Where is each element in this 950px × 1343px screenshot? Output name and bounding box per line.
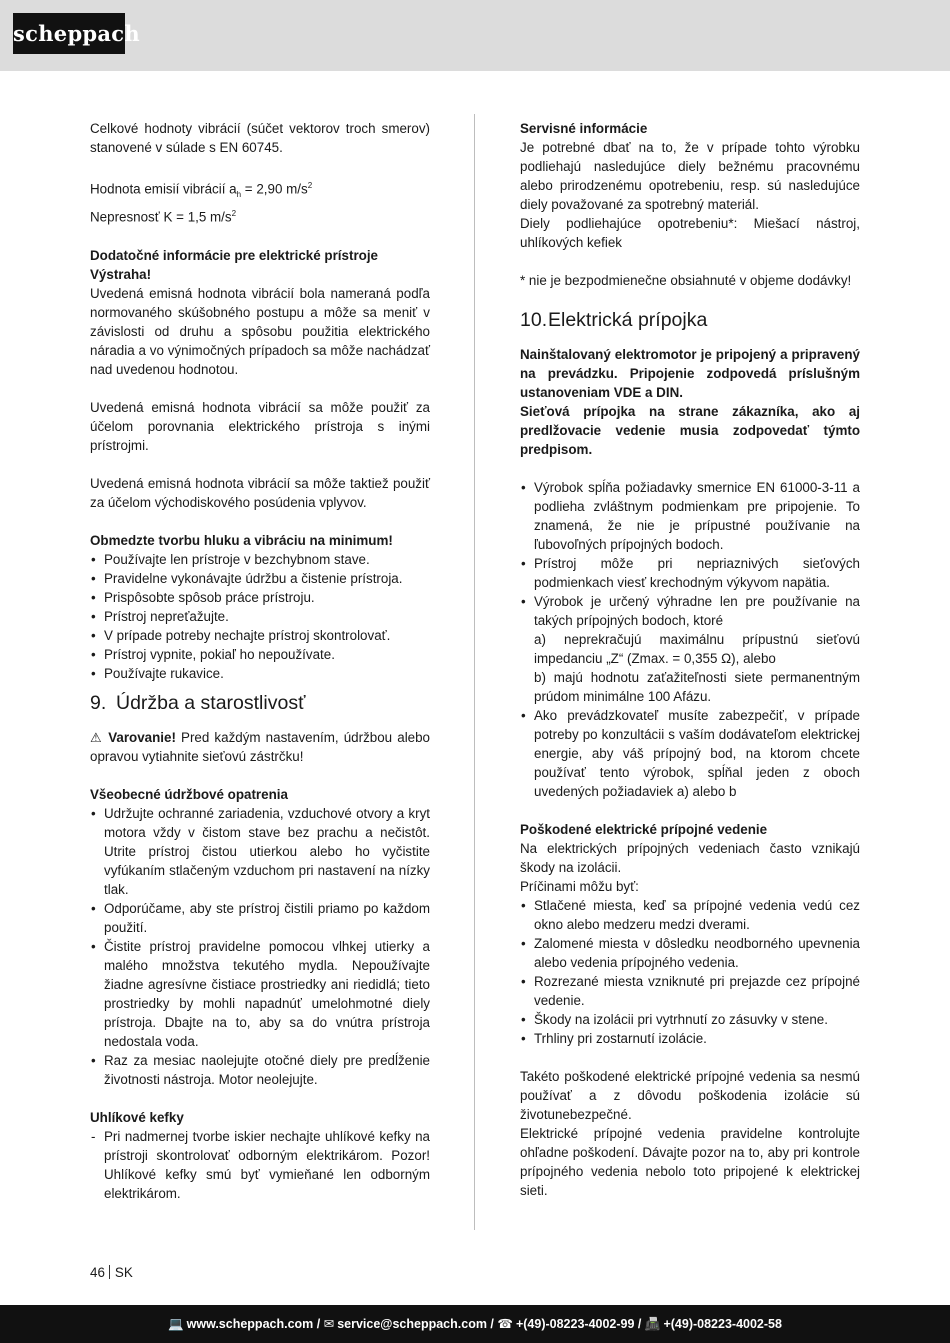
connection-requirements-list bbox=[520, 478, 860, 801]
damaged-cable-warning: Takéto poškodené elektrické prípojné vedenia sa nesmú používať a z dôvodu poškodenia izolácie sú životunebezpečné. bbox=[520, 1069, 860, 1122]
list-item: • Prispôsobte spôsob práce prístroju. bbox=[90, 588, 430, 607]
list-item: • Používajte rukavice. bbox=[90, 664, 430, 683]
list-item: • Odporúčame, aby ste prístroj čistili priamo po každom použití. bbox=[90, 899, 430, 937]
warning-triangle-icon: ⚠ bbox=[90, 729, 104, 745]
limit-noise-list bbox=[90, 550, 430, 683]
list-item: • Udržujte ochranné zariadenia, vzduchové otvory a kryt motora vždy v čistom stave bez prachu a nečistôt. Utrite prístroj čistou utierkou alebo ho vyčistite vyfúkaním stlačeným vzduchom pri nastavení na nízky tlak. bbox=[90, 804, 430, 899]
list-item: • Prístroj vypnite, pokiaľ ho nepoužívate. bbox=[90, 645, 430, 664]
assessment-note-text: Uvedená emisná hodnota vibrácií sa môže taktiež použiť za účelom východiskového posúdenia vplyvov. bbox=[90, 475, 430, 510]
email-link[interactable]: service@scheppach.com bbox=[337, 1317, 487, 1331]
causes-label: Príčinami môžu byť: bbox=[520, 879, 639, 894]
page-number: 46 SK bbox=[90, 1265, 133, 1280]
right-column bbox=[520, 119, 860, 1200]
wear-parts-text: Diely podliehajúce opotrebeniu*: Miešací nástroj, uhlíkových kefiek bbox=[520, 216, 860, 250]
comparison-note-text: Uvedená emisná hodnota vibrácií sa môže použiť za účelom porovnania elektrického prístroja s inými prístrojmi. bbox=[90, 399, 430, 453]
emission-note-text: Uvedená emisná hodnota vibrácií bola nameraná podľa normovaného skúšobného postupu a môže sa meniť v závislosti od druhu a spôsobu použitia elektrického náradia a vo výnimočných prípadoch sa môže nachádzať nad uvedenou hodnotou. bbox=[90, 285, 430, 377]
damaged-cable-heading: Poškodené elektrické prípojné vedenie bbox=[520, 822, 768, 837]
list-item: • Rozrezané miesta vzniknuté pri prejazde cez prípojné vedenie. bbox=[520, 972, 860, 1010]
phone-icon: ☎ bbox=[497, 1317, 513, 1331]
computer-icon: 💻 bbox=[168, 1317, 184, 1331]
list-item: • Výrobok je určený výhradne len pre používanie na takých prípojných bodoch, ktoré a) neprekračujú maximálnu prípustnú sieťovú impedanciu „Z“ (Zmax. = 0,355 Ω), alebo b) majú hodnotu zaťažiteľnosti siete permanentným prúdom minimálne 100 Afázu. bbox=[520, 592, 860, 706]
fax-number: +(49)-08223-4002-58 bbox=[663, 1317, 782, 1331]
additional-info-heading: Dodatočné informácie pre elektrické prístroje bbox=[90, 247, 378, 263]
list-item: • Čistite prístroj pravidelne pomocou vlhkej utierky a malého množstva tekutého mydla. Nepoužívajte žiadne agresívne čistiace prostriedky ani riedidlá; tieto prostriedky by mohli napadnúť umelohmotné diely prístroja. Dbajte na to, aby sa do vnútra prístroja nedostala voda. bbox=[90, 937, 430, 1051]
condition-a: a) neprekračujú maximálnu prípustnú sieťovú impedanciu „Z“ (Zmax. = 0,355 Ω), alebo bbox=[534, 632, 860, 666]
cable-check-text: Elektrické prípojné vedenia pravidelne kontrolujte ohľadne poškodení. Dávajte pozor na to, aby pri kontrole prípojného vedenia nebolo toto pripojené k elektrickej sieti. bbox=[520, 1126, 860, 1198]
condition-b: b) majú hodnotu zaťažiteľnosti siete permanentným prúdom minimálne 100 Afázu. bbox=[534, 670, 860, 704]
service-info-heading: Servisné informácie bbox=[520, 121, 648, 136]
list-item: • Ako prevádzkovateľ musíte zabezpečiť, v prípade potreby po konzultácii s vaším dodávateľom elektrickej energie, aby váš prípojný bod, na ktorom chcete používať tento výrobok, spĺňal jeden z oboch uvedených požiadaviek a) alebo b bbox=[520, 706, 860, 801]
list-item: • Raz za mesiac naolejujte otočné diely pre predĺženie životnosti nástroja. Motor neolejujte. bbox=[90, 1051, 430, 1089]
warning-heading: Výstraha! bbox=[90, 266, 152, 282]
carbon-brushes-list bbox=[90, 1127, 430, 1203]
section-10-heading: 10.Elektrická prípojka bbox=[520, 309, 708, 331]
general-maintenance-list bbox=[90, 804, 430, 1089]
list-item: - Pri nadmernej tvorbe iskier nechajte uhlíkové kefky na prístroji skontrolovať odborným elektrikárom. Pozor! Uhlíkové kefky smú byť vymieňané len odborným elektrikárom. bbox=[90, 1127, 430, 1203]
left-column bbox=[90, 119, 430, 1203]
footer-bar: 💻 www.scheppach.com / ✉ service@scheppach.com / ☎ +(49)-08223-4002-99 / 📠 +(49)-08223-4002-58 bbox=[0, 1305, 950, 1343]
section-9-heading: 9. Údržba a starostlivosť bbox=[90, 691, 306, 714]
list-item: • Výrobok spĺňa požiadavky smernice EN 61000-3-11 a podlieha zvláštnym podmienkam pre pripojenie. To znamená, že nie je prípustné používanie na ľubovoľných prípojných bodoch. bbox=[520, 478, 860, 554]
connection-bold-text-1: Nainštalovaný elektromotor je pripojený a pripravený na prevádzku. Pripojenie zodpovedá príslušným ustanoveniam VDE a DIN. bbox=[520, 347, 860, 400]
list-item: • Používajte len prístroje v bezchybnom stave. bbox=[90, 550, 430, 569]
list-item: • Zalomené miesta v dôsledku neodborného upevnenia alebo vedenia prípojného vedenia. bbox=[520, 934, 860, 972]
causes-list bbox=[520, 896, 860, 1048]
column-divider bbox=[474, 114, 475, 1230]
damaged-cable-text: Na elektrických prípojných vedeniach často vznikajú škody na izolácii. bbox=[520, 841, 860, 875]
list-item: • Prístroj nepreťažujte. bbox=[90, 607, 430, 626]
list-item: • Škody na izolácii pri vytrhnutí zo zásuvky v stene. bbox=[520, 1010, 860, 1029]
uncertainty-value: Nepresnosť K = 1,5 $m/s^2$ bbox=[90, 209, 237, 225]
vibration-total-text: Celkové hodnoty vibrácií (súčet vektorov troch smerov) stanovené v súlade s EN 60745. bbox=[90, 121, 430, 155]
header-bar bbox=[0, 0, 950, 71]
website-link[interactable]: www.scheppach.com bbox=[186, 1317, 314, 1331]
service-info-text: Je potrebné dbať na to, že v prípade tohto výrobku podliehajú nasledujúce diely bežnému pracovnému alebo prirodzenému opotrebeniu, resp. sú nasledujúce diely považované za spotrebný materiál. bbox=[520, 140, 860, 212]
list-item: • Trhliny pri zostarnutí izolácie. bbox=[520, 1029, 860, 1048]
phone-number: +(49)-08223-4002-99 bbox=[515, 1317, 635, 1331]
connection-bold-text-2: Sieťová prípojka na strane zákazníka, ako aj predlžovacie vedenie musia zodpovedať týmto predpisom. bbox=[520, 404, 860, 457]
list-item: • Pravidelne vykonávajte údržbu a čistenie prístroja. bbox=[90, 569, 430, 588]
limit-noise-heading: Obmedzte tvorbu hluku a vibráciu na minimum! bbox=[90, 532, 393, 548]
brand-logo: scheppach bbox=[13, 13, 125, 54]
carbon-brushes-heading: Uhlíkové kefky bbox=[90, 1109, 184, 1125]
list-item: • Prístroj môže pri nepriaznivých sieťových podmienkach viesť krechodným výkyvom napätia. bbox=[520, 554, 860, 592]
list-item: • Stlačené miesta, keď sa prípojné vedenia vedú cez okno alebo medzeru medzi dverami. bbox=[520, 896, 860, 934]
general-maintenance-heading: Všeobecné údržbové opatrenia bbox=[90, 786, 288, 802]
list-item: • V prípade potreby nechajte prístroj skontrolovať. bbox=[90, 626, 430, 645]
fax-icon: 📠 bbox=[644, 1317, 661, 1331]
mail-icon: ✉ bbox=[323, 1317, 335, 1331]
emission-value: Hodnota emisií vibrácií $a_h = 2,90$ $m/s^2$ bbox=[90, 181, 313, 200]
footnote-text: * nie je bezpodmienečne obsiahnuté v objeme dodávky! bbox=[520, 273, 852, 288]
maintenance-warning: ⚠ Varovanie! Pred každým nastavením, údržbou alebo opravou vytiahnite sieťovú zástrčku! bbox=[90, 729, 431, 764]
